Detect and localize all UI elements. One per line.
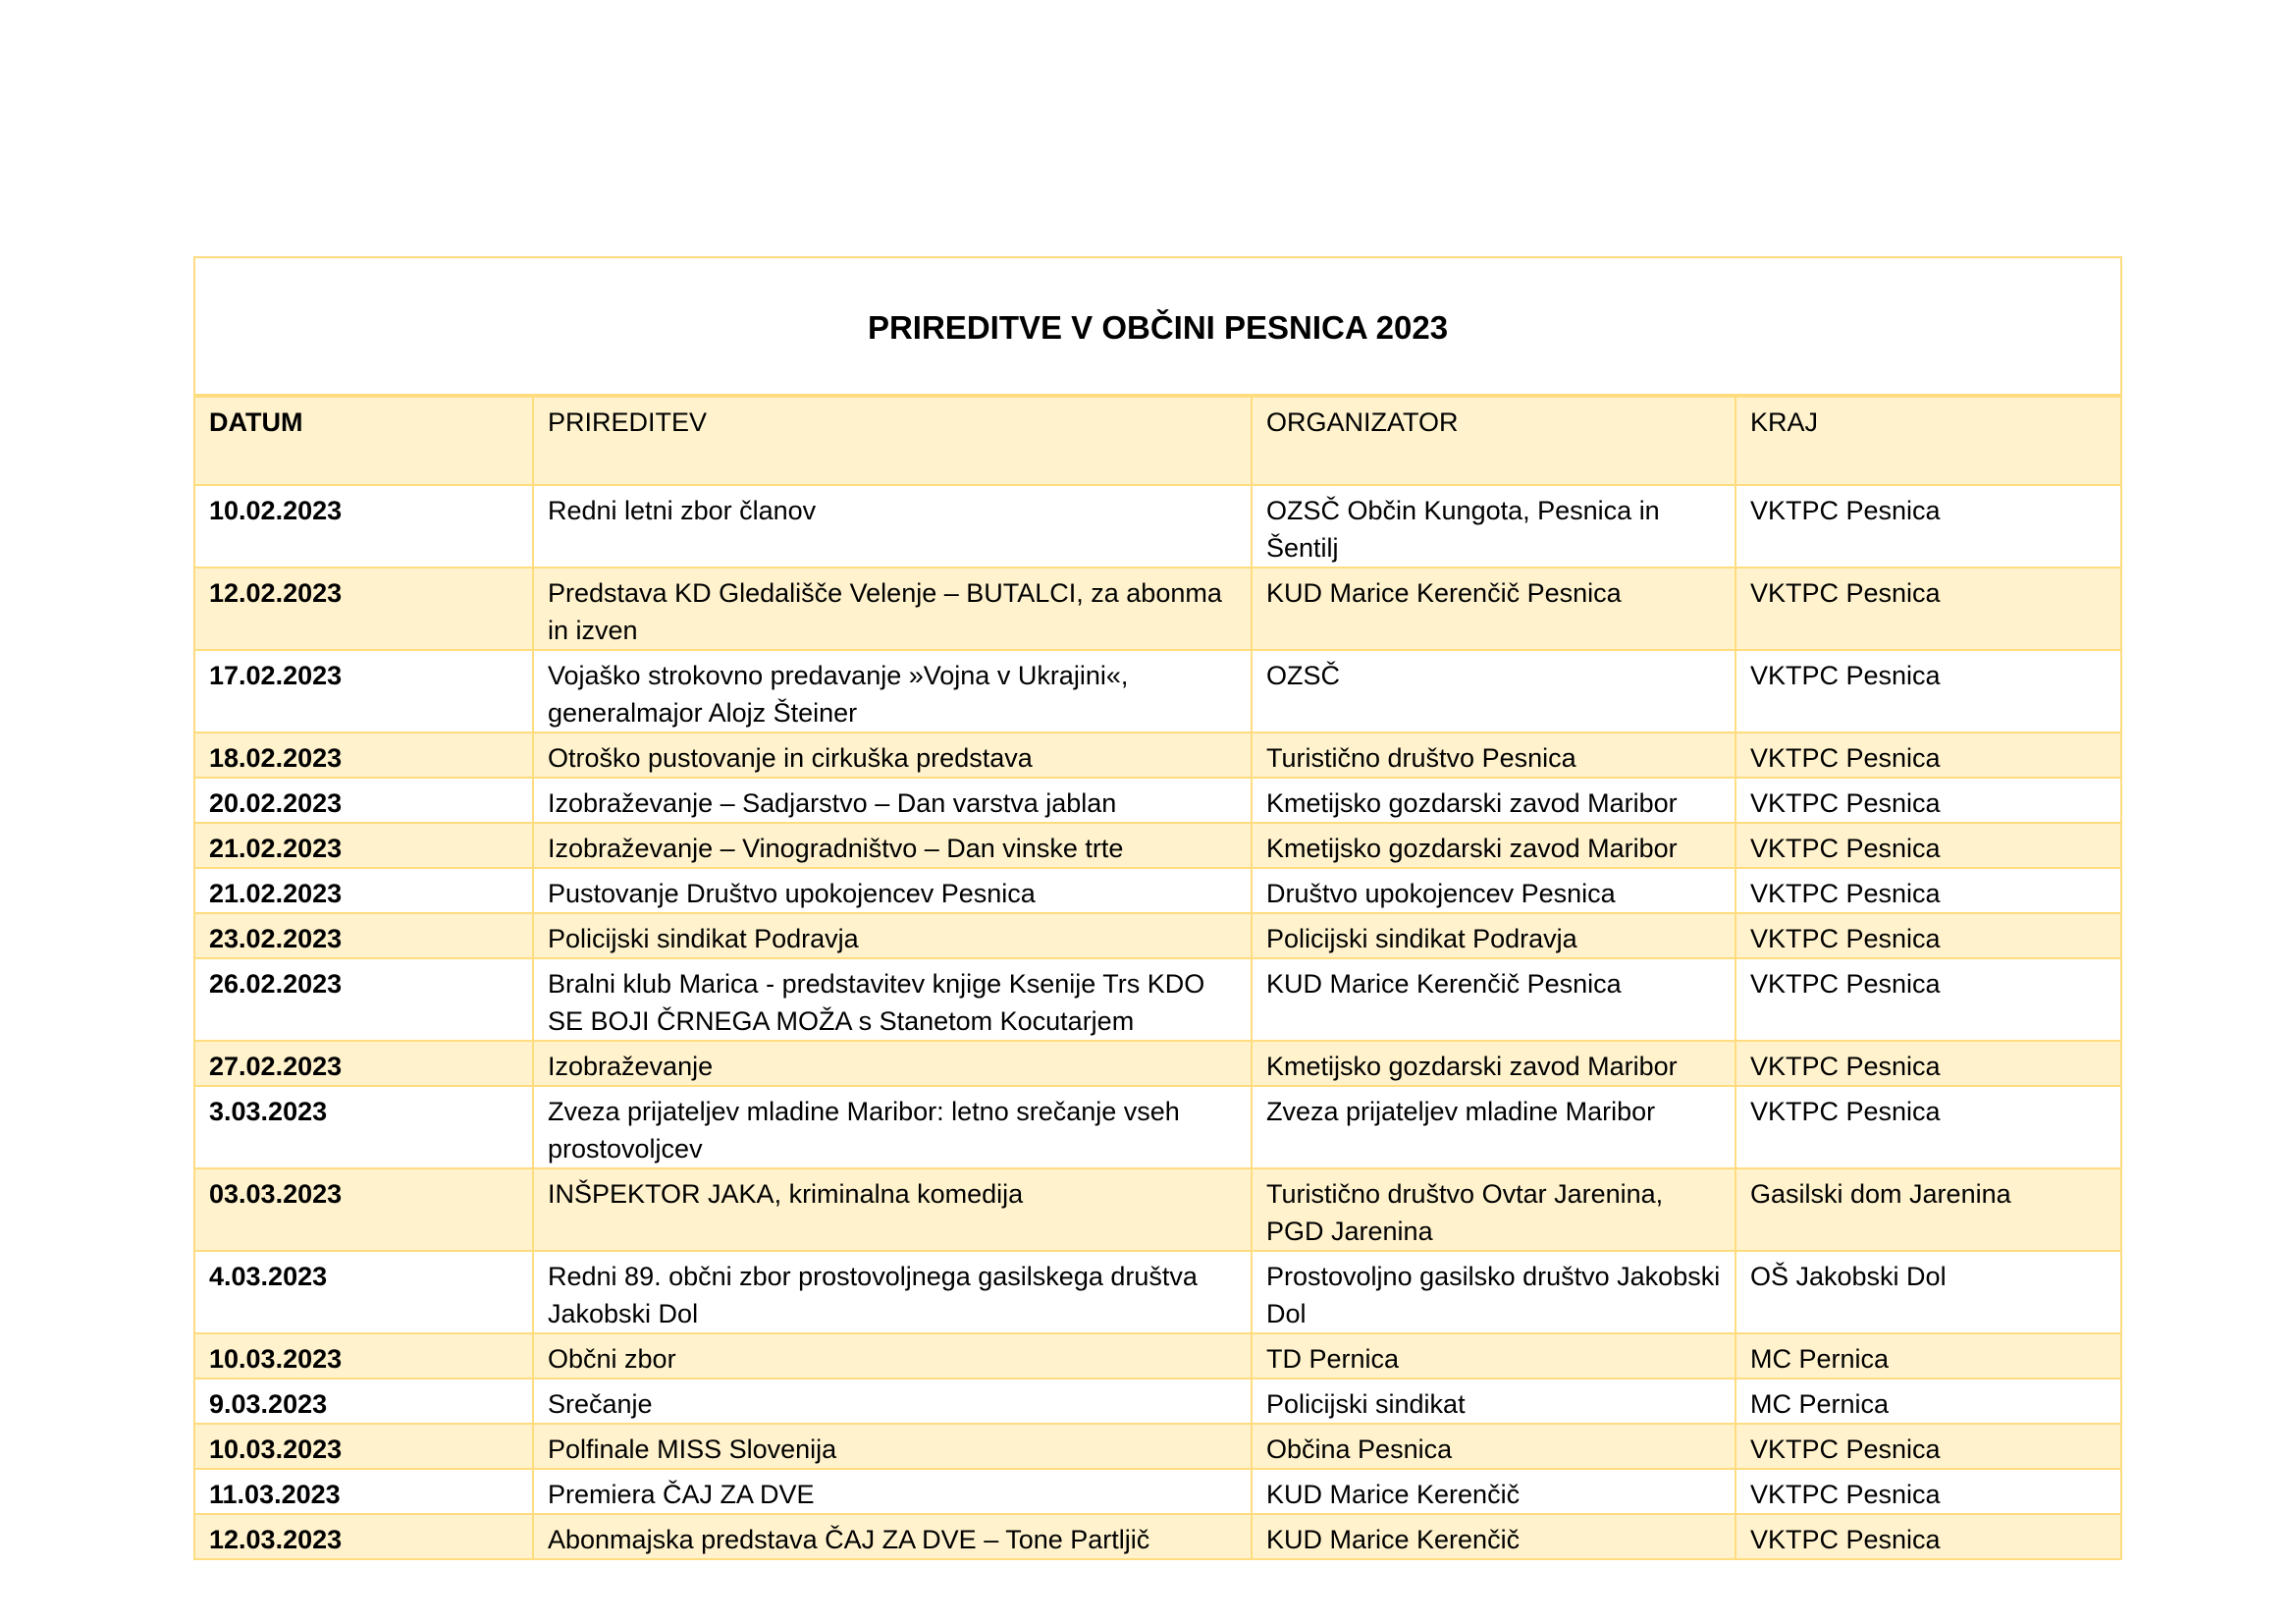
event-cell: Izobraževanje – Sadjarstvo – Dan varstva jablan — [533, 778, 1252, 823]
event-cell: Zveza prijateljev mladine Maribor: letno srečanje vseh prostovoljcev — [533, 1086, 1252, 1168]
event-cell: Policijski sindikat Podravja — [533, 913, 1252, 958]
organizer-cell: OZSČ Občin Kungota, Pesnica in Šentilj — [1252, 485, 1735, 568]
date-cell: 10.02.2023 — [194, 485, 533, 568]
table-row — [194, 1514, 2121, 1559]
event-cell: Premiera ČAJ ZA DVE — [533, 1469, 1252, 1514]
table-row — [194, 568, 2121, 650]
place-cell: VKTPC Pesnica — [1735, 778, 2121, 823]
table-row — [194, 1251, 2121, 1333]
header-kraj: KRAJ — [1735, 396, 2121, 485]
date-cell: 03.03.2023 — [194, 1168, 533, 1251]
event-cell: Občni zbor — [533, 1333, 1252, 1379]
table-row — [194, 1333, 2121, 1379]
table-row — [194, 1424, 2121, 1469]
organizer-cell: Prostovoljno gasilsko društvo Jakobski Dol — [1252, 1251, 1735, 1333]
place-cell: VKTPC Pesnica — [1735, 1469, 2121, 1514]
date-cell: 26.02.2023 — [194, 958, 533, 1041]
table-row — [194, 485, 2121, 568]
organizer-cell: KUD Marice Kerenčič — [1252, 1469, 1735, 1514]
event-cell: Vojaško strokovno predavanje »Vojna v Ukrajini«, generalmajor Alojz Šteiner — [533, 650, 1252, 732]
date-cell: 23.02.2023 — [194, 913, 533, 958]
organizer-cell: Policijski sindikat Podravja — [1252, 913, 1735, 958]
event-cell: Izobraževanje — [533, 1041, 1252, 1086]
date-cell: 11.03.2023 — [194, 1469, 533, 1514]
event-cell: Polfinale MISS Slovenija — [533, 1424, 1252, 1469]
date-cell: 21.02.2023 — [194, 868, 533, 913]
place-cell: VKTPC Pesnica — [1735, 1086, 2121, 1168]
place-cell: VKTPC Pesnica — [1735, 913, 2121, 958]
date-cell: 12.02.2023 — [194, 568, 533, 650]
date-cell: 21.02.2023 — [194, 823, 533, 868]
place-cell: Gasilski dom Jarenina — [1735, 1168, 2121, 1251]
organizer-cell: Kmetijsko gozdarski zavod Maribor — [1252, 823, 1735, 868]
header-prireditev: PRIREDITEV — [533, 396, 1252, 485]
place-cell: VKTPC Pesnica — [1735, 958, 2121, 1041]
title-cell — [194, 257, 2121, 396]
organizer-cell: KUD Marice Kerenčič — [1252, 1514, 1735, 1559]
place-cell: VKTPC Pesnica — [1735, 1424, 2121, 1469]
table-row — [194, 1041, 2121, 1086]
place-cell: OŠ Jakobski Dol — [1735, 1251, 2121, 1333]
table-row — [194, 650, 2121, 732]
organizer-cell: Kmetijsko gozdarski zavod Maribor — [1252, 778, 1735, 823]
event-cell: Bralni klub Marica - predstavitev knjige Ksenije Trs KDO SE BOJI ČRNEGA MOŽA s Stanetom Kocutarjem — [533, 958, 1252, 1041]
organizer-cell: KUD Marice Kerenčič Pesnica — [1252, 568, 1735, 650]
place-cell: VKTPC Pesnica — [1735, 1514, 2121, 1559]
table-row — [194, 913, 2121, 958]
event-cell: Redni 89. občni zbor prostovoljnega gasilskega društva Jakobski Dol — [533, 1251, 1252, 1333]
header-datum: DATUM — [194, 396, 533, 485]
date-cell: 17.02.2023 — [194, 650, 533, 732]
place-cell: VKTPC Pesnica — [1735, 1041, 2121, 1086]
table-row — [194, 958, 2121, 1041]
table-row — [194, 1379, 2121, 1424]
place-cell: VKTPC Pesnica — [1735, 485, 2121, 568]
date-cell: 20.02.2023 — [194, 778, 533, 823]
date-cell: 18.02.2023 — [194, 732, 533, 778]
place-cell: VKTPC Pesnica — [1735, 650, 2121, 732]
event-cell: Redni letni zbor članov — [533, 485, 1252, 568]
event-cell: INŠPEKTOR JAKA, kriminalna komedija — [533, 1168, 1252, 1251]
organizer-cell: TD Pernica — [1252, 1333, 1735, 1379]
page-title: PRIREDITVE V OBČINI PESNICA 2023 — [867, 309, 1449, 346]
organizer-cell: Turistično društvo Ovtar Jarenina, PGD Jarenina — [1252, 1168, 1735, 1251]
event-cell: Otroško pustovanje in cirkuška predstava — [533, 732, 1252, 778]
organizer-cell: Zveza prijateljev mladine Maribor — [1252, 1086, 1735, 1168]
organizer-cell: Občina Pesnica — [1252, 1424, 1735, 1469]
event-cell: Izobraževanje – Vinogradništvo – Dan vinske trte — [533, 823, 1252, 868]
event-cell: Predstava KD Gledališče Velenje – BUTALCI, za abonma in izven — [533, 568, 1252, 650]
date-cell: 10.03.2023 — [194, 1424, 533, 1469]
place-cell: VKTPC Pesnica — [1735, 868, 2121, 913]
organizer-cell: KUD Marice Kerenčič Pesnica — [1252, 958, 1735, 1041]
events-table — [193, 256, 2122, 1560]
table-row — [194, 778, 2121, 823]
organizer-cell: Turistično društvo Pesnica — [1252, 732, 1735, 778]
event-cell: Srečanje — [533, 1379, 1252, 1424]
date-cell: 27.02.2023 — [194, 1041, 533, 1086]
title-row — [194, 257, 2121, 396]
header-organizator: ORGANIZATOR — [1252, 396, 1735, 485]
organizer-cell: Policijski sindikat — [1252, 1379, 1735, 1424]
place-cell: VKTPC Pesnica — [1735, 823, 2121, 868]
date-cell: 12.03.2023 — [194, 1514, 533, 1559]
table-row — [194, 823, 2121, 868]
table-row — [194, 1469, 2121, 1514]
header-row — [194, 396, 2121, 485]
table-row — [194, 868, 2121, 913]
place-cell: VKTPC Pesnica — [1735, 568, 2121, 650]
table-row — [194, 1168, 2121, 1251]
table-row — [194, 732, 2121, 778]
table-row — [194, 1086, 2121, 1168]
event-cell: Abonmajska predstava ČAJ ZA DVE – Tone Partljič — [533, 1514, 1252, 1559]
organizer-cell: Društvo upokojencev Pesnica — [1252, 868, 1735, 913]
date-cell: 3.03.2023 — [194, 1086, 533, 1168]
event-cell: Pustovanje Društvo upokojencev Pesnica — [533, 868, 1252, 913]
place-cell: MC Pernica — [1735, 1379, 2121, 1424]
organizer-cell: Kmetijsko gozdarski zavod Maribor — [1252, 1041, 1735, 1086]
date-cell: 4.03.2023 — [194, 1251, 533, 1333]
date-cell: 10.03.2023 — [194, 1333, 533, 1379]
place-cell: MC Pernica — [1735, 1333, 2121, 1379]
organizer-cell: OZSČ — [1252, 650, 1735, 732]
date-cell: 9.03.2023 — [194, 1379, 533, 1424]
place-cell: VKTPC Pesnica — [1735, 732, 2121, 778]
